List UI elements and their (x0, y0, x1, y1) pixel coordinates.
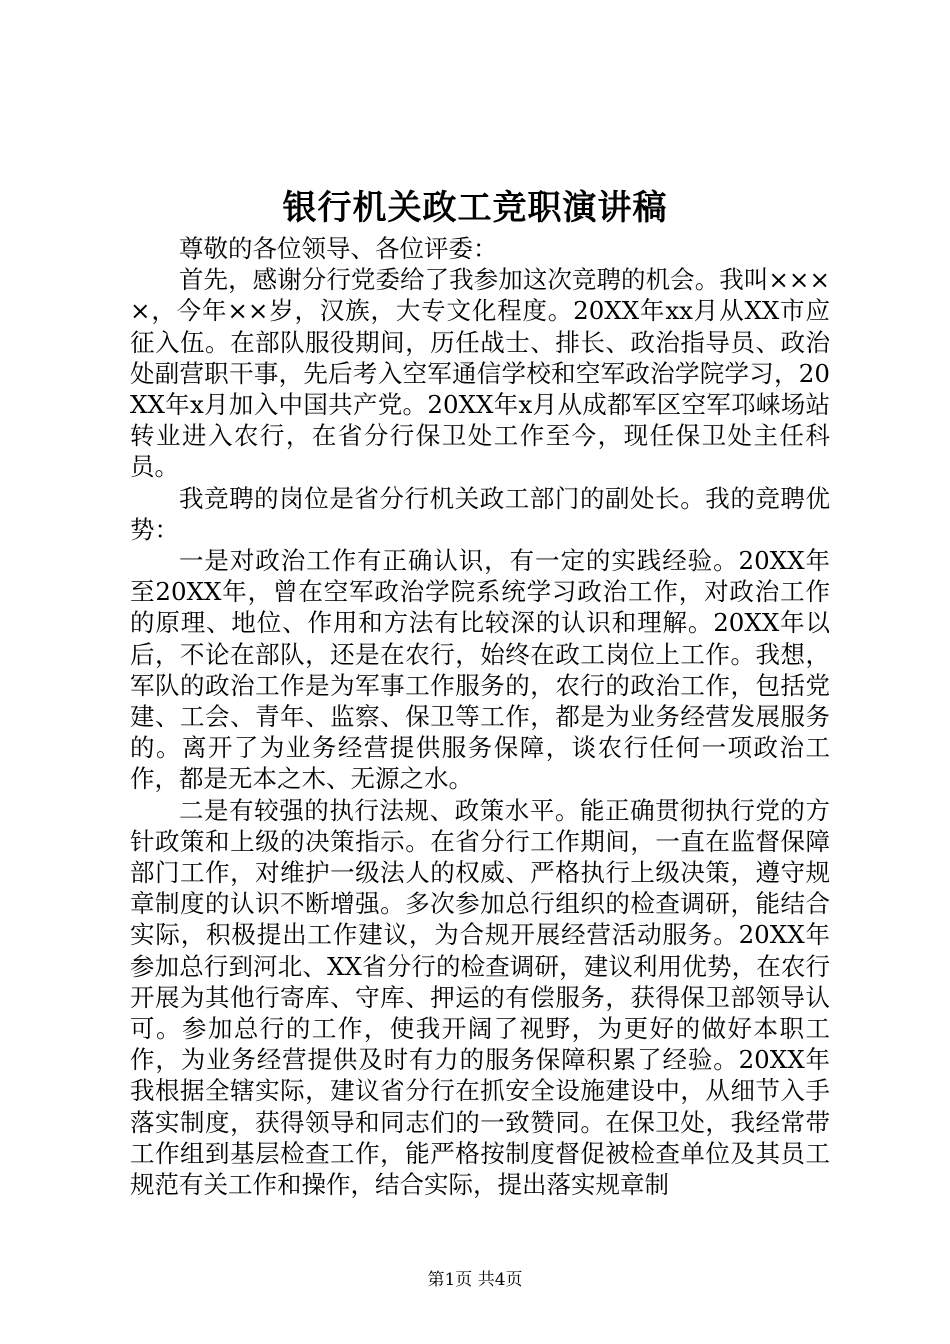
paragraph-advantage-two: 二是有较强的执行法规、政策水平。能正确贯彻执行党的方针政策和上级的决策指示。在省分行工作期间，一直在监督保障部门工作，对维护一级法人的权威、严格执行上级决策，遵守规章制度的认识不断增强。多次参加总行组织的检查调研，能结合实际，积极提出工作建议，为合规开展经营活动服务。20XX年参加总行到河北、XX省分行的检查调研，建议利用优势，在农行开展为其他行寄库、守库、押运的有偿服务，获得保卫部领导认可。参加总行的工作，使我开阔了视野，为更好的做好本职工作，为业务经营提供及时有力的服务保障积累了经验。20XX年我根据全辖实际，建议省分行在抓安全设施建设中，从细节入手落实制度，获得领导和同志们的一致赞同。在保卫处，我经常带工作组到基层检查工作，能严格按制度督促被检查单位及其员工规范有关工作和操作，结合实际，提出落实规章制 (130, 795, 830, 1200)
paragraph-position: 我竞聘的岗位是省分行机关政工部门的副处长。我的竞聘优势： (130, 483, 830, 544)
document-body (130, 233, 830, 1200)
page-number: 第1页 共4页 (427, 1270, 523, 1290)
paragraph-advantage-one: 一是对政治工作有正确认识，有一定的实践经验。20XX年至20XX年，曾在空军政治学院系统学习政治工作，对政治工作的原理、地位、作用和方法有比较深的认识和理解。20XX年以后，不论在部队，还是在农行，始终在政工岗位上工作。我想，军队的政治工作是为军事工作服务的，农行的政治工作，包括党建、工会、青年、监察、保卫等工作，都是为业务经营发展服务的。离开了为业务经营提供服务保障，谈农行任何一项政治工作，都是无本之木、无源之水。 (130, 546, 830, 794)
salutation: 尊敬的各位领导、各位评委： (179, 234, 498, 263)
document-title: 银行机关政工竞职演讲稿 (282, 188, 668, 228)
paragraph-intro: 首先，感谢分行党委给了我参加这次竞聘的机会。我叫××××，今年××岁，汉族，大专文化程度。20XX年xx月从XX市应征入伍。在部队服役期间，历任战士、排长、政治指导员、政治处副营职干事，先后考入空军通信学校和空军政治学院学习，20XX年x月加入中国共产党。20XX年x月从成都军区空军邛崃场站转业进入农行，在省分行保卫处工作至今，现任保卫处主任科员。 (130, 265, 830, 482)
